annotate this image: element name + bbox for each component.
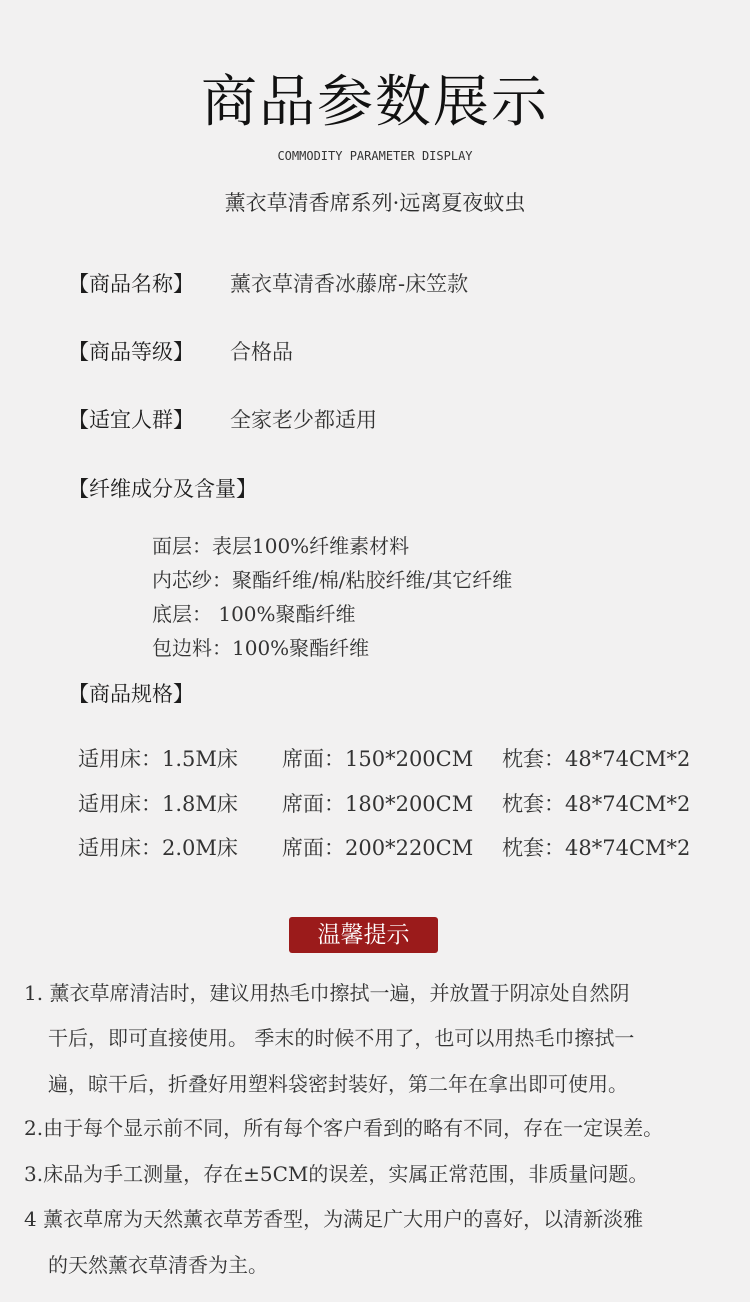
spec-bed-3: 适用床：2.0M床: [78, 836, 238, 860]
composition-line-bottom: 底层： 100%聚酯纤维: [152, 602, 356, 626]
tips-badge: 温馨提示: [289, 917, 438, 953]
spec-bed-1: 适用床：1.5M床: [78, 747, 238, 771]
param-label-grade: 【商品等级】: [68, 340, 194, 364]
spec-pillow-1: 枕套：48*74CM*2: [502, 747, 691, 771]
composition-line-surface: 面层：表层100%纤维素材料: [152, 534, 410, 558]
composition-line-edging: 包边料：100%聚酯纤维: [152, 636, 370, 660]
param-value-audience: 全家老少都适用: [230, 408, 377, 432]
composition-label: 【纤维成分及含量】: [68, 477, 257, 501]
param-label-audience: 【适宜人群】: [68, 408, 194, 432]
tip-line-1-cont-a: 干后，即可直接使用。 季末的时候不用了，也可以用热毛巾擦拭一: [48, 1026, 635, 1050]
spec-pillow-2: 枕套：48*74CM*2: [502, 792, 691, 816]
spec-mat-1: 席面：150*200CM: [282, 747, 474, 771]
spec-mat-2: 席面：180*200CM: [282, 792, 474, 816]
english-subtitle: COMMODITY PARAMETER DISPLAY: [277, 149, 473, 163]
tip-line-1: 1. 薰衣草席清洁时，建议用热毛巾擦拭一遍，并放置于阴凉处自然阴: [24, 981, 630, 1005]
param-value-name: 薰衣草清香冰藤席-床笠款: [230, 272, 469, 296]
tip-line-3: 3.床品为手工测量，存在±5CM的误差，实属正常范围，非质量问题。: [24, 1162, 649, 1186]
tip-line-2: 2.由于每个显示前不同，所有每个客户看到的略有不同，存在一定误差。: [24, 1116, 664, 1140]
tip-line-4: 4 薰衣草席为天然薰衣草芳香型，为满足广大用户的喜好，以清新淡雅: [24, 1207, 644, 1231]
spec-pillow-3: 枕套：48*74CM*2: [502, 836, 691, 860]
page-title: 商品参数展示: [201, 70, 549, 135]
param-label-name: 【商品名称】: [68, 272, 194, 296]
tip-line-4-cont: 的天然薰衣草清香为主。: [48, 1253, 268, 1277]
spec-mat-3: 席面：200*220CM: [282, 836, 474, 860]
tip-line-1-cont-b: 遍，晾干后，折叠好用塑料袋密封装好，第二年在拿出即可使用。: [48, 1072, 628, 1096]
param-value-grade: 合格品: [230, 340, 293, 364]
specs-label: 【商品规格】: [68, 682, 194, 706]
composition-line-core: 内芯纱：聚酯纤维/棉/粘胶纤维/其它纤维: [152, 568, 513, 592]
series-tagline: 薰衣草清香席系列·远离夏夜蚊虫: [224, 191, 526, 215]
spec-bed-2: 适用床：1.8M床: [78, 792, 238, 816]
